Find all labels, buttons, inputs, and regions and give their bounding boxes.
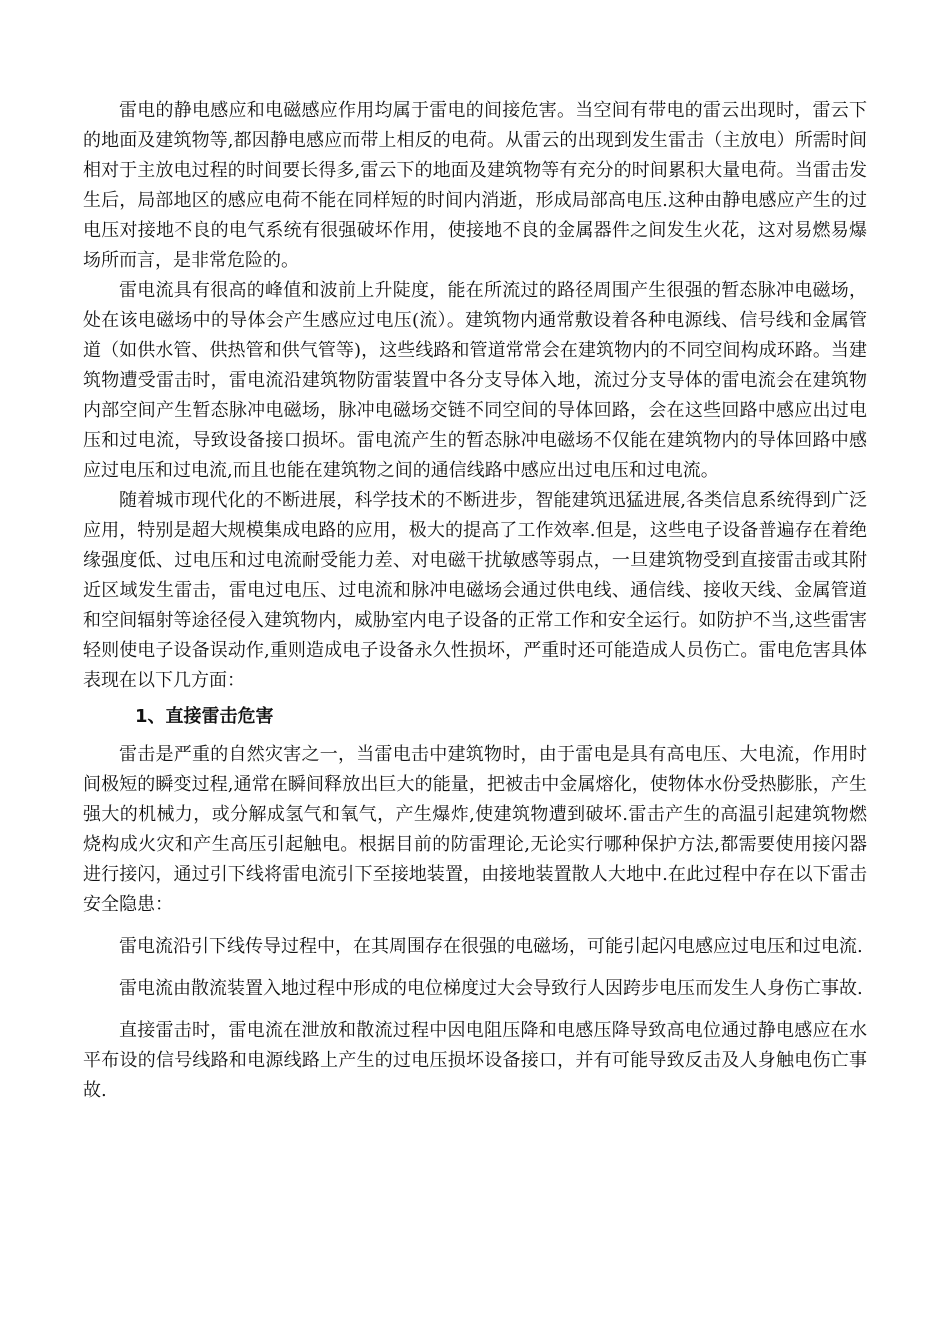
paragraph-urban-electronics: 随着城市现代化的不断进展，科学技术的不断进步，智能建筑迅猛进展,各类信息系统得到广泛应用，特别是超大规模集成电路的应用，极大的提高了工作效率.但是，这些电子设备普遍存在着绝缘强度低、过电压和过电流耐受能力差、对电磁干扰敏感等弱点，一旦建筑物受到直接雷击或其附近区域发生雷击，雷电过电压、过电流和脉冲电磁场会通过供电线、通信线、接收天线、金属管道和空间辐射等途径侵入建筑物内，威胁室内电子设备的正常工作和安全运行。如防护不当,这些雷害轻则使电子设备误动作,重则造成电子设备永久性损坏，严重时还可能造成人员伤亡。雷电危害具体表现在以下几方面： (83, 490, 867, 691)
paragraph-lightning-current: 雷电流具有很高的峰值和波前上升陡度，能在所流过的路径周围产生很强的暂态脉冲电磁场，处在该电磁场中的导体会产生感应过电压(流）。建筑物内通常敷设着各种电源线、信号线和金属管道（如供水管、供热管和供气管等)，这些线路和管道常常会在建筑物内的不同空间构成环路。当建筑物遭受雷击时，雷电流沿建筑物防雷装置中各分支导体入地，流过分支导体的雷电流会在建筑物内部空间产生暂态脉冲电磁场，脉冲电磁场交链不同空间的导体回路，会在这些回路中感应出过电压和过电流，导致设备接口损坏。雷电流产生的暂态脉冲电磁场不仅能在建筑物内的导体回路中感应过电压和过电流,而且也能在建筑物之间的通信线路中感应出过电压和过电流。 (83, 280, 867, 481)
paragraph-hazard-step-voltage: 雷电流由散流装置入地过程中形成的电位梯度过大会导致行人因跨步电压而发生人身伤亡事故. (119, 978, 863, 999)
paragraph-hazard-induction: 雷电流沿引下线传导过程中，在其周围存在很强的电磁场，可能引起闪电感应过电压和过电流. (119, 936, 863, 957)
paragraph-hazard-overvoltage: 直接雷击时，雷电流在泄放和散流过程中因电阻压降和电感压降导致高电位通过静电感应在水平布设的信号线路和电源线路上产生的过电压损坏设备接口，并有可能导致反击及人身触电伤亡事故. (83, 1020, 867, 1101)
paragraph-electrostatic-induction: 雷电的静电感应和电磁感应作用均属于雷电的间接危害。当空间有带电的雷云出现时，雷云下的地面及建筑物等,都因静电感应而带上相反的电荷。从雷云的出现到发生雷击（主放电）所需时间相对于主放电过程的时间要长得多,雷云下的地面及建筑物等有充分的时间累积大量电荷。当雷击发生后，局部地区的感应电荷不能在同样短的时间内消逝，形成局部高电压.这种由静电感应产生的过电压对接地不良的电气系统有很强破坏作用，使接地不良的金属器件之间发生火花，这对易燃易爆场所而言，是非常危险的。 (83, 100, 867, 271)
document-page (83, 96, 867, 1106)
paragraph-direct-strike: 雷击是严重的自然灾害之一，当雷电击中建筑物时，由于雷电是具有高电压、大电流，作用时间极短的瞬变过程,通常在瞬间释放出巨大的能量，把被击中金属熔化，使物体水份受热膨胀，产生强大的机械力，或分解成氢气和氧气，产生爆炸,使建筑物遭到破坏.雷击产生的高温引起建筑物燃烧构成火灾和产生高压引起触电。根据目前的防雷理论,无论实行哪种保护方法,都需要使用接闪器进行接闪，通过引下线将雷电流引下至接地装置，由接地装置散人大地中.在此过程中存在以下雷击安全隐患： (83, 744, 867, 915)
section-heading-direct-strike: 1、直接雷击危害 (135, 706, 274, 727)
